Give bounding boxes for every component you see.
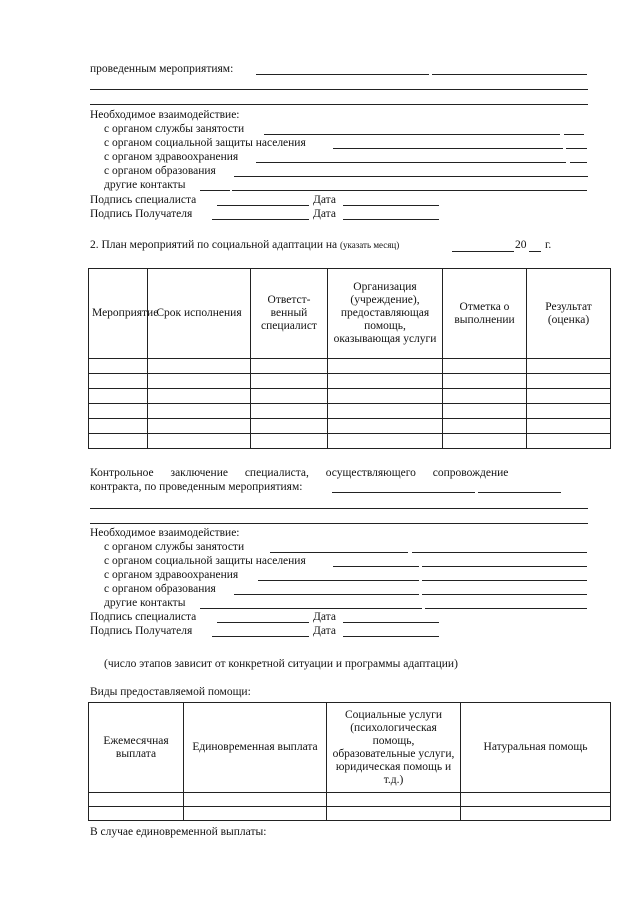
header-deadline: Срок исполнения [148,269,251,359]
cell[interactable] [527,434,611,449]
blank-line[interactable] [90,523,588,524]
cell[interactable] [251,404,328,419]
table-row[interactable] [89,419,611,434]
field-tail [570,162,587,163]
date-label: Дата [313,625,336,637]
cell[interactable] [89,419,148,434]
sign-specialist-field-2[interactable] [217,622,309,623]
contact-social-label-2: с органом социальной защиты населения [104,555,306,567]
cell[interactable] [527,404,611,419]
date-label: Дата [313,194,336,206]
sign-recipient-field[interactable] [212,219,309,220]
cell[interactable] [527,419,611,434]
cell[interactable] [251,434,328,449]
cell[interactable] [461,807,611,821]
cell[interactable] [328,389,443,404]
cell[interactable] [328,359,443,374]
field-tail [564,134,584,135]
header-in-kind: Натуральная помощь [461,703,611,793]
date-field[interactable] [343,219,439,220]
cell[interactable] [89,807,184,821]
sign-specialist-label-2: Подпись специалиста [90,611,197,623]
table-row[interactable] [89,434,611,449]
contact-social-field[interactable] [333,148,563,149]
interaction-title: Необходимое взаимодействие: [90,109,240,121]
table-header-row [89,703,611,793]
conclusion-field-2[interactable] [478,492,561,493]
contact-education-field[interactable] [234,176,588,177]
cell[interactable] [443,404,527,419]
blank-line[interactable] [90,89,588,90]
header-result: Результат (оценка) [527,269,611,359]
table-header-row [89,269,611,359]
cell[interactable] [443,434,527,449]
table-row[interactable] [89,359,611,374]
date-label: Дата [313,611,336,623]
cell[interactable] [89,374,148,389]
cell[interactable] [148,404,251,419]
contact-employment-field-2[interactable] [270,552,408,553]
cell[interactable] [443,359,527,374]
date-field[interactable] [343,205,439,206]
blank-line[interactable] [90,104,588,105]
cell[interactable] [328,374,443,389]
contact-health-field-2[interactable] [258,580,419,581]
cell[interactable] [251,419,328,434]
contact-education-label: с органом образования [104,165,216,177]
contact-other-field-2b[interactable] [425,608,587,609]
table-row[interactable] [89,793,611,807]
cell[interactable] [184,793,327,807]
cell[interactable] [148,434,251,449]
plan-year: 20 [515,239,527,251]
sign-specialist-label: Подпись специалиста [90,194,197,206]
year-field[interactable] [529,251,541,252]
contact-health-field-2b[interactable] [422,580,587,581]
sign-recipient-label-2: Подпись Получателя [90,625,193,637]
contact-other-field-2[interactable] [200,608,422,609]
header-one-time: Единовременная выплата [184,703,327,793]
cell[interactable] [328,434,443,449]
conclusion-line-2: контракта, по проведенным мероприятиям: [90,481,303,493]
cell[interactable] [327,793,461,807]
line-conducted-activities: проведенным мероприятиям: [90,63,234,75]
contact-employment-field-2b[interactable] [412,552,587,553]
cell[interactable] [89,389,148,404]
header-completion: Отметка о выполнении [443,269,527,359]
cell[interactable] [443,389,527,404]
cell[interactable] [527,359,611,374]
contact-health-label-2: с органом здравоохранения [104,569,239,581]
table-row[interactable] [89,389,611,404]
cell[interactable] [461,793,611,807]
contact-other-label: другие контакты [104,179,186,191]
contact-education-field-2b[interactable] [422,594,587,595]
contact-education-field-2[interactable] [234,594,419,595]
header-organization: Организация (учреждение), предоставляющая помощь, оказывающая услуги [328,269,443,359]
help-title: Виды предоставляемой помощи: [90,686,251,698]
help-table [88,702,611,821]
contact-social-field-2[interactable] [333,566,419,567]
plan-year-suffix: г. [545,239,552,251]
cell[interactable] [184,807,327,821]
contact-social-field-2b[interactable] [422,566,587,567]
cell[interactable] [89,359,148,374]
plan-title-hint: (указать месяц) [340,240,400,250]
contact-employment-field[interactable] [264,134,560,135]
table-row[interactable] [89,374,611,389]
cell[interactable] [89,434,148,449]
cell[interactable] [89,793,184,807]
cell[interactable] [251,374,328,389]
contact-other-field-a[interactable] [200,190,230,191]
cell[interactable] [327,807,461,821]
header-social-services: Социальные услуги (психологическая помощь, образовательные услуги, юридическая помощь и т.д.) [327,703,461,793]
table-row[interactable] [89,807,611,821]
date-field[interactable] [343,636,439,637]
cell[interactable] [328,419,443,434]
cell[interactable] [148,374,251,389]
sign-recipient-label: Подпись Получателя [90,208,193,220]
cell[interactable] [527,374,611,389]
conclusion-field[interactable] [332,492,475,493]
cell[interactable] [251,389,328,404]
cell[interactable] [89,404,148,419]
plan-title-text: 2. План мероприятий по социальной адаптации на [90,239,338,251]
interaction-title-2: Необходимое взаимодействие: [90,527,240,539]
stages-note: (число этапов зависит от конкретной ситуации и программы адаптации) [104,658,458,670]
sign-recipient-field-2[interactable] [212,636,309,637]
conclusion-text: Контрольное заключение специалиста, осуществляющего сопровождение [90,467,509,479]
cell[interactable] [443,374,527,389]
cell[interactable] [148,419,251,434]
conclusion-line-1 [90,467,560,480]
contact-employment-label: с органом службы занятости [104,123,245,135]
contact-education-label-2: с органом образования [104,583,216,595]
conducted-activities-field[interactable] [256,74,429,75]
month-field[interactable] [452,251,514,252]
header-monthly: Ежемесячная выплата [89,703,184,793]
contact-employment-label-2: с органом службы занятости [104,541,245,553]
date-label: Дата [313,208,336,220]
header-activity: Мероприятие [89,269,148,359]
plan-table [88,268,611,449]
field-tail [566,148,587,149]
sign-specialist-field[interactable] [217,205,309,206]
contact-other-label-2: другие контакты [104,597,186,609]
cell[interactable] [443,419,527,434]
header-responsible: Ответст-венный специалист [251,269,328,359]
conducted-activities-field-2[interactable] [432,74,587,75]
contact-social-label: с органом социальной защиты населения [104,137,306,149]
cell[interactable] [148,389,251,404]
cell[interactable] [251,359,328,374]
one-time-payment-heading: В случае единовременной выплаты: [90,826,267,838]
cell[interactable] [328,404,443,419]
contact-other-field[interactable] [232,190,587,191]
cell[interactable] [148,359,251,374]
date-field[interactable] [343,622,439,623]
contact-health-label: с органом здравоохранения [104,151,239,163]
table-row[interactable] [89,404,611,419]
cell[interactable] [527,389,611,404]
blank-line[interactable] [90,508,588,509]
contact-health-field[interactable] [256,162,566,163]
plan-title [90,239,399,252]
